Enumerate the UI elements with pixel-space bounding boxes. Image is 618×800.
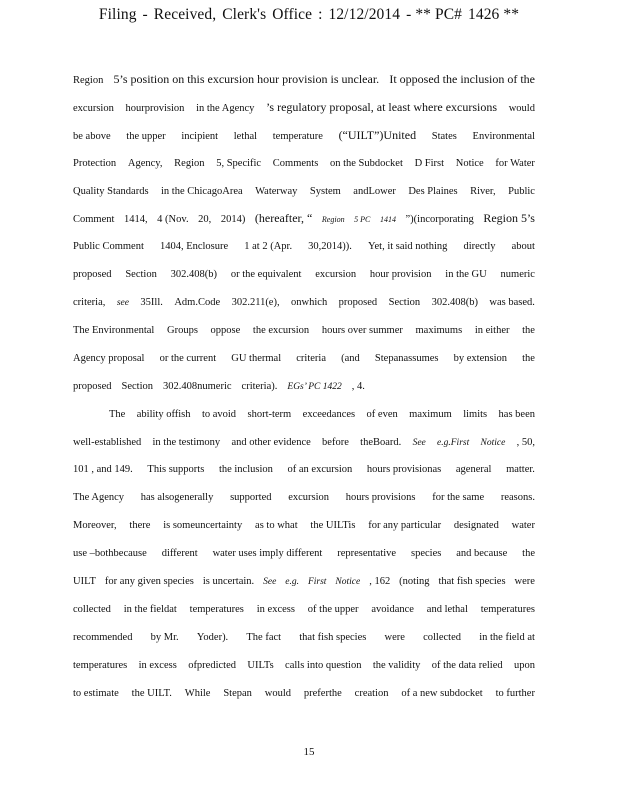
header-colon: : [318, 6, 323, 23]
text-word: on the Subdocket [329, 157, 403, 169]
text-word: 1404, Enclosure [159, 241, 229, 253]
text-word: Section [388, 297, 421, 309]
text-line [73, 94, 535, 122]
text-word: Notice [455, 157, 484, 169]
text-word: species [411, 548, 442, 560]
text-word: use –bothbecause [73, 548, 147, 560]
text-word: the [522, 548, 535, 560]
text-word: oppose [210, 325, 241, 337]
text-word: that fish species [438, 576, 506, 588]
text-word: Agency proposal [73, 352, 145, 364]
text-word: The [109, 408, 126, 420]
text-word: the [522, 325, 535, 337]
document-body [73, 66, 535, 707]
text-word: collected [423, 631, 462, 643]
text-word: Notice [335, 577, 361, 588]
text-word: in the ChicagoArea [161, 185, 243, 197]
text-word: maximums [415, 325, 463, 337]
text-word: criteria, [73, 297, 106, 309]
text-word: andLower [353, 185, 396, 197]
text-word: excursion [315, 269, 357, 281]
text-word: of the upper [307, 603, 359, 615]
text-word: Stepanassumes [374, 352, 439, 364]
text-word: upon [513, 659, 535, 671]
text-word: before [322, 436, 349, 448]
text-word: Region [174, 157, 205, 169]
text-word: to avoid [201, 408, 237, 420]
text-word: (and [341, 352, 360, 364]
text-word: The Environmental [73, 325, 155, 337]
text-word: 1 at 2 (Apr. [244, 241, 293, 253]
header-office: Office [272, 6, 313, 23]
header-clerks: Clerk's [222, 6, 267, 23]
text-word: hours provisionas [366, 464, 442, 476]
text-word: matter. [506, 464, 535, 476]
text-word: were [384, 631, 405, 643]
text-word: of the data relied [431, 659, 503, 671]
header-pc: - ** PC# [406, 6, 463, 23]
text-word: River, [470, 185, 496, 197]
text-word: representative [337, 548, 397, 560]
text-word: States [431, 130, 457, 142]
text-word: in either [474, 325, 510, 337]
text-word: the inclusion [218, 464, 273, 476]
text-word: of even [366, 408, 398, 420]
text-word: Section [121, 380, 153, 392]
text-word: proposed [73, 269, 112, 281]
text-word: 2014) [220, 214, 246, 226]
text-line [73, 401, 535, 429]
header-date: 12/12/2014 [328, 6, 401, 23]
text-word: criteria [296, 352, 326, 364]
text-line [73, 456, 535, 484]
text-word: 20, [198, 214, 212, 226]
text-word: 30,2014)). [308, 241, 352, 253]
text-word: , 162 [369, 576, 391, 588]
text-word: the excursion [252, 325, 310, 337]
text-word: GU thermal [231, 352, 282, 364]
text-word: (noting [399, 576, 430, 588]
text-word: limits [463, 408, 488, 420]
text-word: maximum [409, 408, 452, 420]
text-word: proposed [338, 297, 378, 309]
text-word: for any particular [368, 520, 442, 532]
text-word: the [522, 352, 535, 364]
text-word: ’s regulatory proposal, at least where excursions [266, 99, 498, 114]
text-word: creation [354, 687, 389, 699]
text-word: While [184, 687, 211, 699]
text-word: Waterway [255, 185, 298, 197]
text-word: temperatures [189, 603, 244, 615]
text-word: there [129, 520, 151, 532]
text-word: Moreover, [73, 520, 117, 532]
text-line [73, 150, 535, 178]
text-word: has been [498, 408, 535, 420]
text-word: See [412, 437, 426, 448]
text-word: The fact [246, 631, 282, 643]
text-word: were [514, 576, 535, 588]
text-word: of an excursion [287, 464, 353, 476]
text-word: 5 PC [354, 215, 371, 225]
text-word: Region 5’s [483, 211, 535, 226]
text-word: in the Agency [196, 102, 255, 114]
text-word: Yoder). [196, 631, 229, 643]
text-word: numeric [500, 269, 535, 281]
text-word: the UILTis [310, 520, 356, 532]
text-word: ”)(incorporating [405, 214, 474, 226]
header-filing: Filing [98, 6, 137, 23]
text-word: Comment [73, 214, 115, 226]
text-word: well-established [73, 436, 142, 448]
text-word: is someuncertainty [163, 520, 243, 532]
text-line [73, 596, 535, 624]
text-line [73, 652, 535, 680]
text-word: in the field at [479, 631, 535, 643]
text-word: 101 , and 149. [73, 464, 133, 476]
header-dash: - [142, 6, 148, 23]
text-line [73, 680, 535, 708]
text-word: onwhich [291, 297, 328, 309]
text-word: ageneral [455, 464, 492, 476]
text-word: temperature [272, 130, 323, 142]
text-word: Region [73, 75, 104, 86]
text-word: hour provision [369, 269, 432, 281]
text-word: see [116, 298, 129, 309]
text-word: Public Comment [73, 241, 144, 253]
text-line [73, 178, 535, 206]
text-word: Yet, it said nothing [367, 241, 448, 253]
text-word: and other evidence [231, 436, 311, 448]
text-line [73, 540, 535, 568]
text-word: Section [125, 269, 157, 281]
text-word: Quality Standards [73, 185, 149, 197]
text-word: hourprovision [125, 102, 185, 114]
text-word: 302.408numeric [163, 380, 232, 392]
text-word: Groups [166, 325, 198, 337]
text-word: be above [73, 130, 111, 142]
text-line [73, 233, 535, 261]
text-word: for any given species [104, 576, 194, 588]
text-word: 302.211(e), [231, 297, 280, 309]
text-word: supported [230, 492, 272, 504]
text-word: e.g.First [437, 437, 470, 448]
text-word: UILTs [247, 659, 274, 671]
text-word: temperatures [480, 603, 535, 615]
text-word: Adm.Code [174, 297, 221, 309]
text-word: in excess [138, 659, 177, 671]
text-word: The Agency [73, 492, 125, 504]
text-line [73, 624, 535, 652]
text-word: the validity [372, 659, 421, 671]
text-word: as to what [255, 520, 298, 532]
text-word: , 4. [351, 380, 365, 392]
text-word: directly [463, 241, 496, 253]
text-word: the UILT. [131, 687, 172, 699]
text-word: by Mr. [150, 631, 179, 643]
text-word: hours over summer [321, 325, 403, 337]
text-word: 4 (Nov. [157, 214, 189, 226]
text-word: that fish species [299, 631, 367, 643]
text-line [73, 122, 535, 150]
text-line [73, 317, 535, 345]
text-word: or the current [159, 352, 217, 364]
text-line [73, 429, 535, 457]
text-word: It opposed the inclusion of the [389, 72, 535, 86]
text-line [73, 484, 535, 512]
text-word: different [161, 548, 198, 560]
text-word: hours provisions [345, 492, 416, 504]
text-word: 5’s position on this excursion hour provision is unclear. [113, 72, 380, 86]
text-word: 35Ill. [140, 297, 163, 309]
text-word: exceedances [302, 408, 356, 420]
text-word: Public [508, 185, 535, 197]
text-word: for the same [432, 492, 485, 504]
text-word: short-term [247, 408, 292, 420]
text-word: water uses imply different [212, 548, 323, 560]
text-word: to further [495, 687, 535, 699]
text-line [73, 512, 535, 540]
text-word: theBoard. [360, 436, 402, 448]
text-word: calls into question [285, 659, 362, 671]
text-word: in the fieldat [123, 603, 177, 615]
text-word: in the testimony [152, 436, 221, 448]
text-word: would [508, 102, 535, 114]
text-word: is uncertain. [202, 576, 255, 588]
text-line [73, 568, 535, 596]
header-number: 1426 ** [468, 6, 520, 23]
text-word: Des Plaines [408, 185, 458, 197]
text-word: incipient [181, 130, 219, 142]
text-word: 302.408(b) [170, 269, 218, 281]
text-line [73, 261, 535, 289]
text-word: would [264, 687, 292, 699]
text-word: System [309, 185, 341, 197]
text-word: This supports [147, 464, 205, 476]
text-word: excursion [288, 492, 330, 504]
text-word: Stepan [223, 687, 252, 699]
text-word: the upper [126, 130, 166, 142]
text-word: , 50, [516, 436, 535, 448]
text-word: 5, Specific [216, 157, 262, 169]
text-word: of a new subdocket [401, 687, 483, 699]
text-line [73, 373, 535, 401]
text-word: to estimate [73, 687, 119, 699]
text-word: e.g. [285, 577, 299, 588]
text-word: by extension [453, 352, 507, 364]
text-word: or the equivalent [230, 269, 302, 281]
text-word: and lethal [426, 603, 468, 615]
text-word: collected [73, 603, 111, 615]
text-word: about [511, 241, 535, 253]
text-word: designated [453, 520, 499, 532]
text-word: preferthe [303, 687, 342, 699]
header-received: Received, [153, 6, 217, 23]
text-word: First [307, 577, 327, 588]
text-word: reasons. [500, 492, 535, 504]
text-word: UILT [73, 576, 96, 588]
text-word: 302.408(b) [431, 297, 478, 309]
text-line [73, 345, 535, 373]
text-word: proposed [73, 380, 112, 392]
text-word: Notice [480, 437, 506, 448]
text-word: for Water [495, 157, 535, 169]
text-word: criteria). [241, 380, 278, 392]
text-word: Environmental [472, 130, 535, 142]
page-number: 15 [303, 746, 315, 758]
text-word: Protection [73, 157, 117, 169]
text-word: water [511, 520, 535, 532]
text-word: and because [456, 548, 508, 560]
text-word: excursion [73, 102, 114, 114]
text-word: avoidance [371, 603, 414, 615]
text-word: in the GU [445, 269, 487, 281]
text-word: ofpredicted [188, 659, 236, 671]
text-word: (hereafter, “ [254, 211, 313, 226]
text-word: EGs’ PC 1422 [287, 381, 342, 392]
text-word: 1414 [379, 215, 396, 225]
text-word: recommended [73, 631, 133, 643]
text-word: D First [414, 157, 445, 169]
text-word: temperatures [73, 659, 128, 671]
text-word: See [263, 577, 277, 588]
text-word: was based. [489, 297, 535, 309]
text-word: lethal [233, 130, 258, 142]
text-word: 1414, [123, 214, 148, 226]
text-line [73, 205, 535, 233]
text-word: has alsogenerally [140, 492, 214, 504]
text-word: (“UILT”)United [338, 127, 417, 142]
filing-header [0, 6, 618, 24]
text-word: Agency, [127, 157, 163, 169]
text-line [73, 289, 535, 317]
text-word: Region [321, 215, 345, 225]
text-word: in excess [256, 603, 295, 615]
text-line [73, 66, 535, 94]
text-word: Comments [272, 157, 319, 169]
text-word: ability offish [136, 408, 191, 420]
